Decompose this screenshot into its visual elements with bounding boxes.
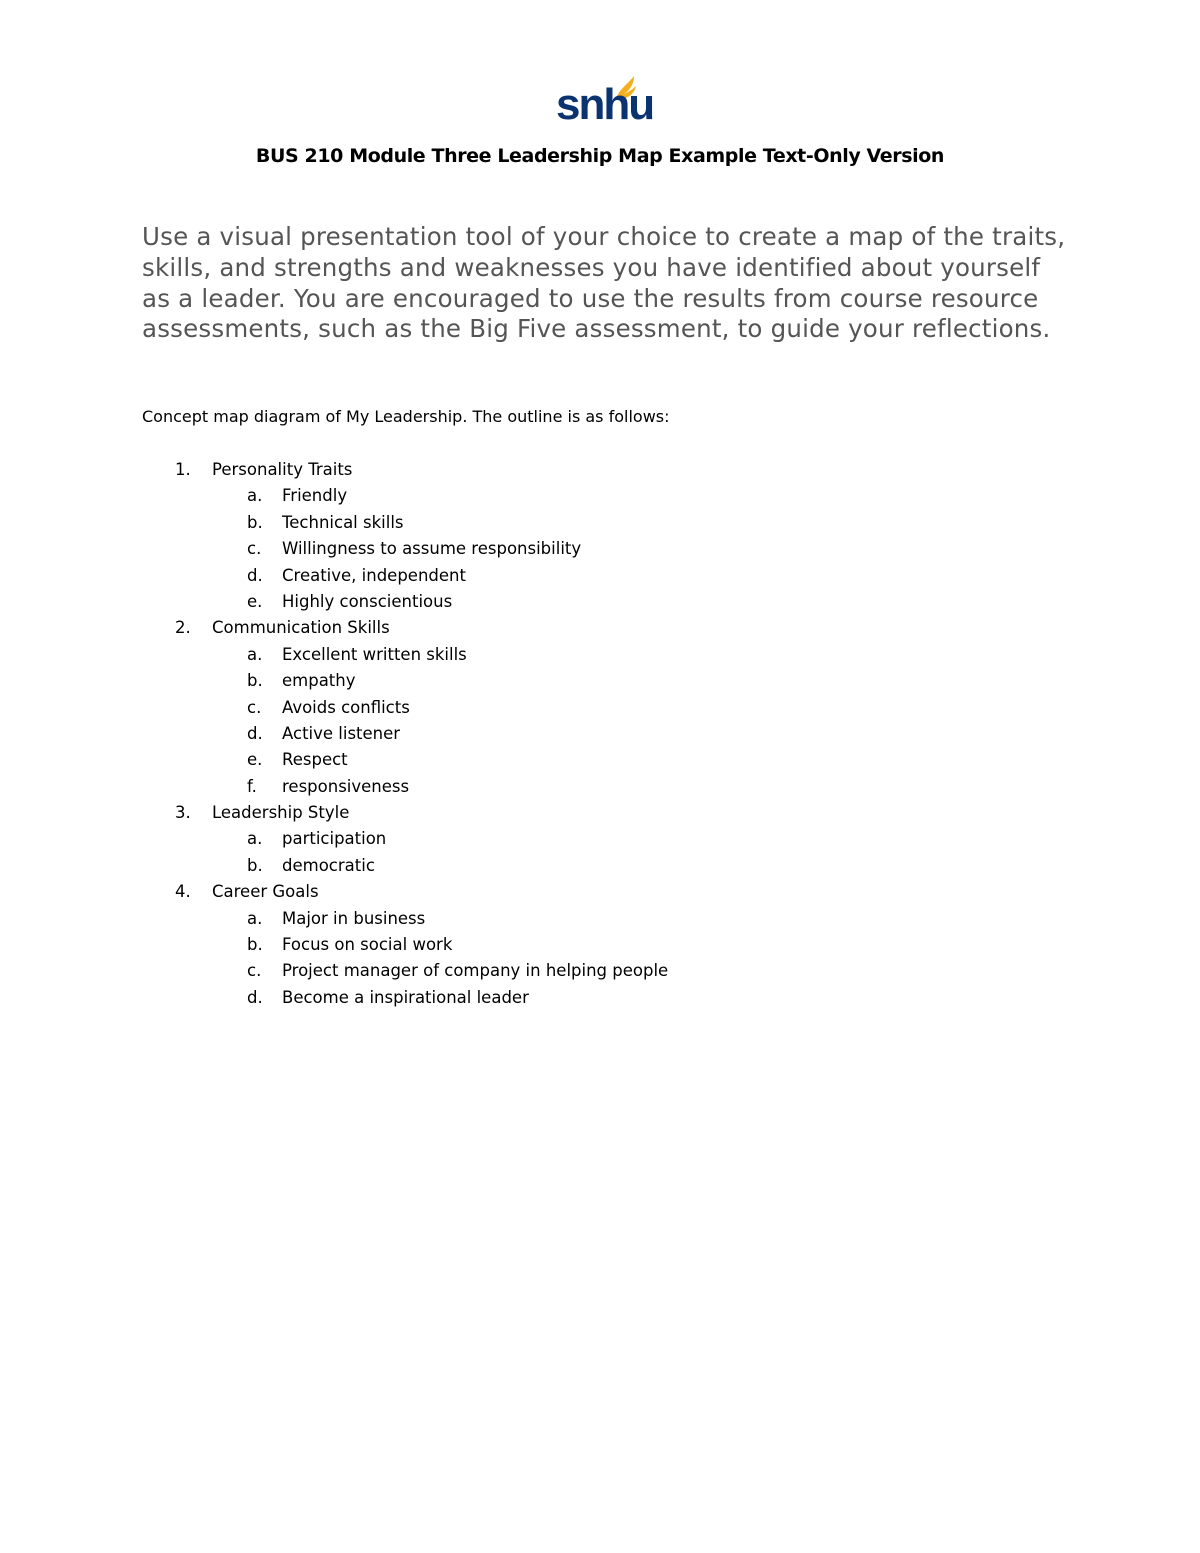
outline-item <box>0 826 1200 852</box>
section-label: Career Goals <box>212 882 319 902</box>
outline-lead: Concept map diagram of My Leadership. The outline is as follows: <box>142 407 670 426</box>
item-letter: d. <box>247 987 263 1007</box>
outline-item <box>0 958 1200 984</box>
section-number: 3. <box>175 803 191 823</box>
item-letter: b. <box>247 935 263 955</box>
outline-item <box>0 563 1200 589</box>
leadership-outline <box>0 457 1200 1011</box>
section-number: 4. <box>175 882 191 902</box>
outline-item <box>0 932 1200 958</box>
item-letter: c. <box>247 697 262 717</box>
item-text: Active listener <box>282 723 401 743</box>
outline-item <box>0 536 1200 562</box>
item-text: Major in business <box>282 908 426 928</box>
outline-item <box>0 483 1200 509</box>
outline-item <box>0 642 1200 668</box>
outline-item <box>0 853 1200 879</box>
item-text: Focus on social work <box>282 935 453 955</box>
logo-wordmark: snhu <box>556 80 654 129</box>
item-letter: d. <box>247 723 263 743</box>
outline-item <box>0 695 1200 721</box>
item-letter: c. <box>247 961 262 981</box>
item-letter: a. <box>247 908 263 928</box>
item-text: Avoids conflicts <box>282 697 410 717</box>
item-letter: c. <box>247 539 262 559</box>
outline-section <box>0 879 1200 905</box>
item-letter: a. <box>247 644 263 664</box>
outline-section <box>0 457 1200 483</box>
section-label: Personality Traits <box>212 460 353 479</box>
item-letter: b. <box>247 855 263 875</box>
item-text: democratic <box>282 855 375 875</box>
item-letter: e. <box>247 750 263 770</box>
item-text: Creative, independent <box>282 565 466 585</box>
outline-item <box>0 589 1200 615</box>
item-letter: d. <box>247 565 263 585</box>
item-text: Willingness to assume responsibility <box>282 539 582 559</box>
page-title: BUS 210 Module Three Leadership Map Example Text-Only Version <box>255 145 945 167</box>
item-text: Become a inspirational leader <box>282 987 529 1007</box>
outline-item <box>0 985 1200 1011</box>
item-letter: b. <box>247 512 263 532</box>
section-number: 1. <box>175 460 191 479</box>
outline-item <box>0 668 1200 694</box>
item-letter: b. <box>247 671 263 691</box>
item-text: Project manager of company in helping people <box>282 961 669 981</box>
item-text: responsiveness <box>282 776 410 796</box>
outline-item <box>0 747 1200 773</box>
snhu-logo <box>556 74 654 132</box>
outline-item <box>0 721 1200 747</box>
outline-section <box>0 800 1200 826</box>
item-text: Highly conscientious <box>282 591 453 611</box>
item-letter: f. <box>247 776 257 796</box>
item-text: Respect <box>282 750 348 770</box>
intro-paragraph: Use a visual presentation tool of your choice to create a map of the traits, skills, and strengths and weaknesses you have identified about yourself as a leader. You are encouraged to use the results from course resource assessments, such as the Big Five assessment, to guide your reflections. <box>142 222 1066 344</box>
item-text: Excellent written skills <box>282 644 467 664</box>
item-text: Friendly <box>282 486 348 506</box>
outline-section <box>0 615 1200 641</box>
section-label: Leadership Style <box>212 803 350 823</box>
item-text: participation <box>282 829 387 849</box>
item-text: Technical skills <box>282 512 404 532</box>
outline-item <box>0 774 1200 800</box>
item-letter: a. <box>247 486 263 506</box>
section-label: Communication Skills <box>212 618 390 638</box>
outline-item <box>0 510 1200 536</box>
item-letter: a. <box>247 829 263 849</box>
item-letter: e. <box>247 591 263 611</box>
item-text: empathy <box>282 671 356 691</box>
section-number: 2. <box>175 618 191 638</box>
outline-item <box>0 906 1200 932</box>
